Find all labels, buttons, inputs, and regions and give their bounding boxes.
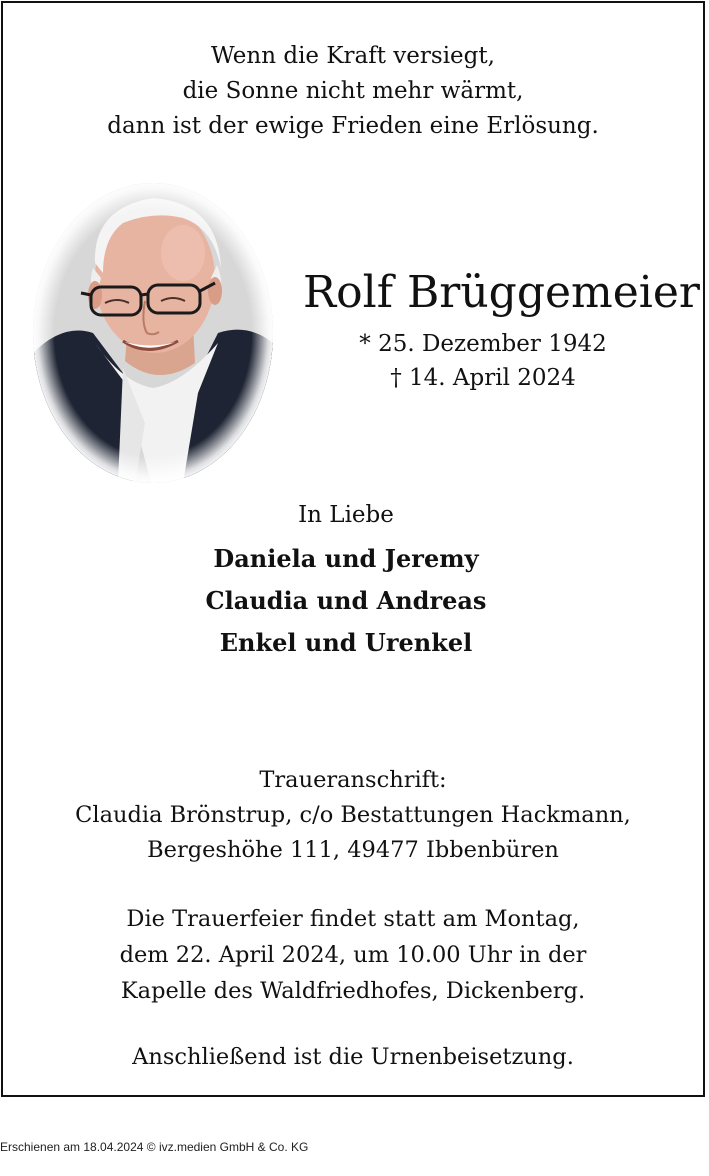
verse — [3, 39, 703, 144]
ceremony-line: dem 22. April 2024, um 10.00 Uhr in der — [119, 942, 587, 968]
funeral-ceremony-info — [3, 901, 703, 1009]
verse-line: Wenn die Kraft versiegt, — [211, 43, 495, 69]
address-line: Claudia Brönstrup, c/o Bestattungen Hackmann, — [75, 802, 631, 828]
obituary-notice — [1, 1, 705, 1097]
closing-line: Anschließend ist die Urnenbeisetzung. — [132, 1044, 574, 1070]
birth-date: * 25. Dezember 1942 — [359, 331, 607, 357]
mourning-address — [3, 763, 703, 868]
verse-line: dann ist der ewige Frieden eine Erlösung. — [107, 113, 599, 139]
ceremony-line: Die Trauerfeier findet statt am Montag, — [126, 906, 580, 932]
deceased-name: Rolf Brüggemeier — [303, 267, 700, 318]
life-dates — [333, 327, 633, 395]
mourners-intro: In Liebe — [298, 502, 394, 528]
mourner-name: Claudia und Andreas — [205, 586, 487, 615]
mourner-name: Enkel und Urenkel — [219, 628, 473, 657]
verse-line: die Sonne nicht mehr wärmt, — [182, 78, 524, 104]
address-line: Bergeshöhe 111, 49477 Ibbenbüren — [147, 837, 559, 863]
mourners-list — [3, 538, 689, 664]
ceremony-line: Kapelle des Waldfriedhofes, Dickenberg. — [120, 978, 586, 1004]
mourner-name: Daniela und Jeremy — [213, 544, 479, 573]
portrait-illustration — [33, 183, 273, 483]
publication-footer: Erschienen am 18.04.2024 © ivz.medien GmbH & Co. KG — [0, 1140, 309, 1154]
address-heading: Traueranschrift: — [259, 767, 447, 793]
death-date: † 14. April 2024 — [390, 365, 576, 391]
portrait-photo — [33, 183, 273, 483]
urn-burial-note — [3, 1039, 703, 1075]
